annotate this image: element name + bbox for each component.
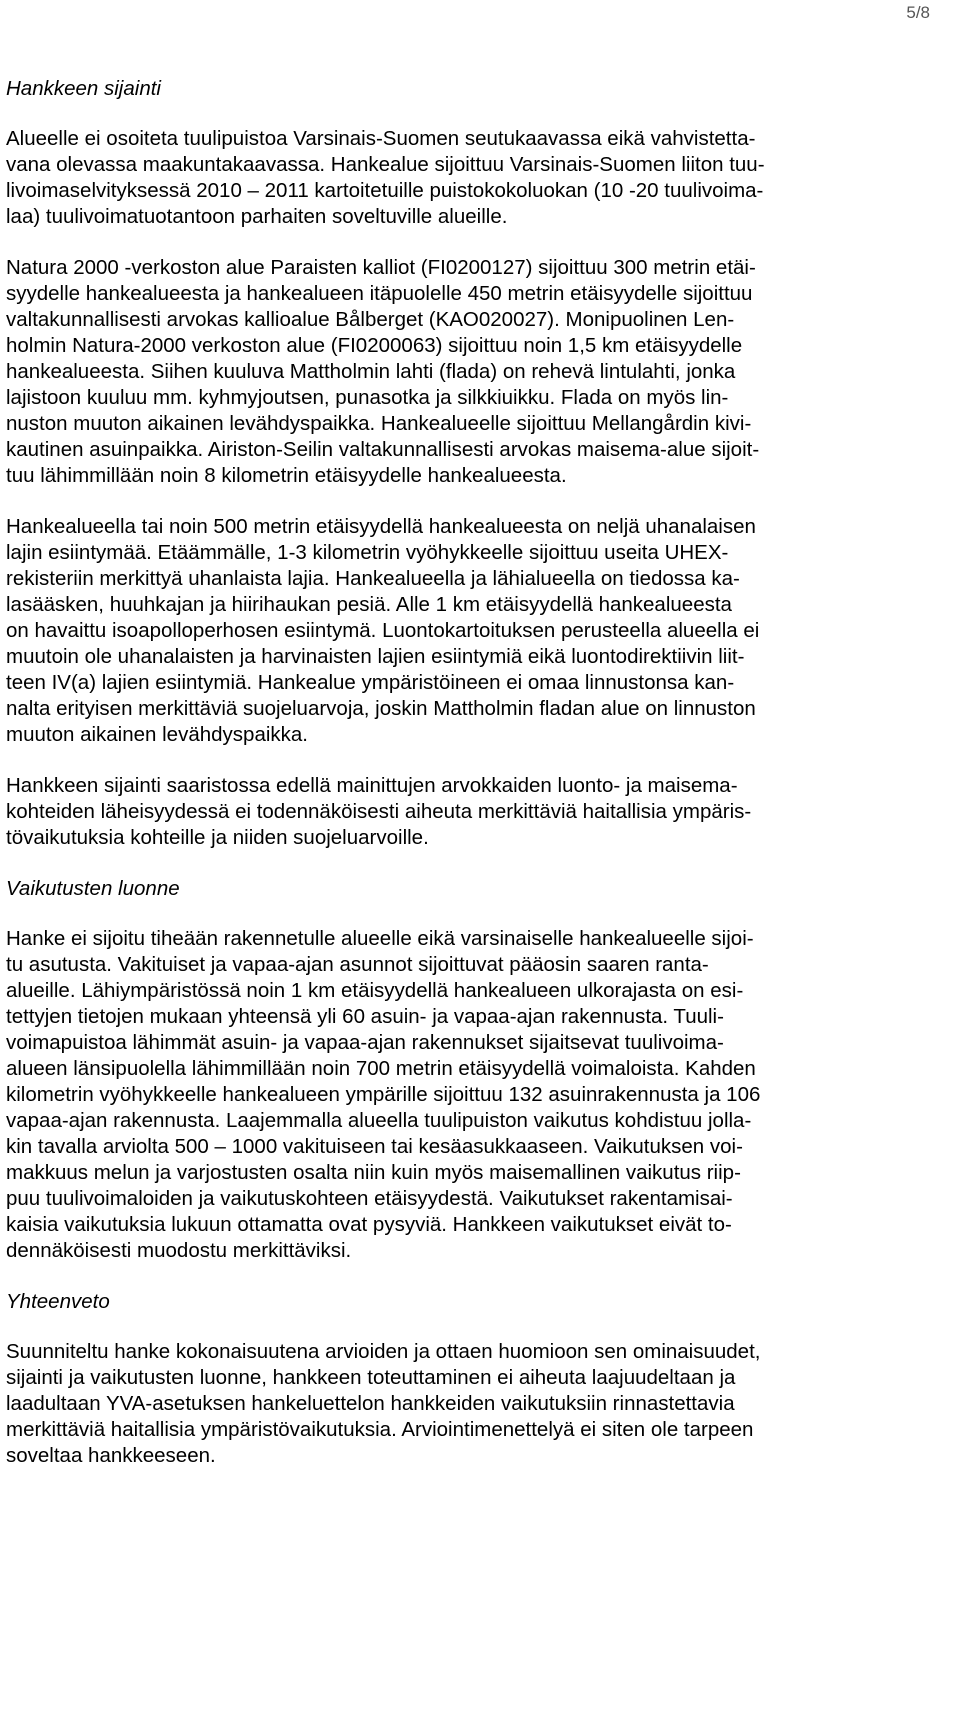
text-line: kaisia vaikutuksia lukuun ottamatta ovat pysyviä. Hankkeen vaikutukset eivät to-: [6, 1213, 732, 1236]
text-line: holmin Natura-2000 verkoston alue (FI0200063) sijoittuu noin 1,5 km etäisyydelle: [6, 334, 743, 357]
text-line: kilometrin vyöhykkeelle hankealueen ympärille sijoittuu 132 asuinrakennusta ja 106: [6, 1083, 761, 1106]
document-body: [6, 76, 951, 1494]
paragraph: [6, 126, 951, 230]
text-line: lajistoon kuuluu mm. kyhmyjoutsen, punasotka ja silkkiuikku. Flada on myös lin-: [6, 386, 729, 409]
paragraph: [6, 514, 951, 748]
text-line: soveltaa hankkeeseen.: [6, 1444, 216, 1467]
text-line: Hankealueella tai noin 500 metrin etäisyydellä hankealueesta on neljä uhanalaisen: [6, 515, 756, 538]
text-line: dennäköisesti muodostu merkittäviksi.: [6, 1239, 352, 1262]
text-line: kohteiden läheisyydessä ei todennäköisesti aiheuta merkittäviä haitallisia ympäris-: [6, 800, 752, 823]
text-line: hankealueesta. Siihen kuuluva Mattholmin lahti (flada) on rehevä lintulahti, jonka: [6, 360, 736, 383]
text-line: Natura 2000 -verkoston alue Paraisten kalliot (FI0200127) sijoittuu 300 metrin etäi-: [6, 256, 756, 279]
text-line: merkittäviä haitallisia ympäristövaikutuksia. Arviointimenettelyä ei siten ole tarpeen: [6, 1418, 754, 1441]
text-line: Alueelle ei osoiteta tuulipuistoa Varsinais-Suomen seutukaavassa eikä vahvistetta-: [6, 127, 756, 150]
text-line: muutoin ole uhanalaisten ja harvinaisten lajien esiintymiä eikä luontodirektiivin liit-: [6, 645, 745, 668]
text-line: laa) tuulivoimatuotantoon parhaiten soveltuville alueille.: [6, 205, 508, 228]
paragraph: [6, 255, 951, 489]
page-number: 5/8: [906, 3, 930, 22]
text-line: kautinen asuinpaikka. Airiston-Seilin valtakunnallisesti arvokas maisema-alue sijoit-: [6, 438, 760, 461]
section-heading-hankkeen-sijainti: Hankkeen sijainti: [6, 77, 161, 100]
text-line: vana olevassa maakuntakaavassa. Hankealue sijoittuu Varsinais-Suomen liiton tuu-: [6, 153, 765, 176]
text-line: puu tuulivoimaloiden ja vaikutuskohteen etäisyydestä. Vaikutukset rakentamisai-: [6, 1187, 733, 1210]
section-heading-vaikutusten-luonne: Vaikutusten luonne: [6, 877, 180, 900]
text-line: Hanke ei sijoitu tiheään rakennetulle alueelle eikä varsinaiselle hankealueelle sijoi-: [6, 927, 754, 950]
text-line: teen IV(a) lajien esiintymiä. Hankealue ympäristöineen ei omaa linnustonsa kan-: [6, 671, 735, 694]
text-line: vapaa-ajan rakennusta. Laajemmalla alueella tuulipuiston vaikutus kohdistuu jolla-: [6, 1109, 752, 1132]
text-line: Hankkeen sijainti saaristossa edellä mainittujen arvokkaiden luonto- ja maisema-: [6, 774, 738, 797]
text-line: on havaittu isoapolloperhosen esiintymä. Luontokartoituksen perusteella alueella ei: [6, 619, 760, 642]
text-line: valtakunnallisesti arvokas kallioalue Bålberget (KAO020027). Monipuolinen Len-: [6, 308, 735, 331]
text-line: tuu lähimmillään noin 8 kilometrin etäisyydelle hankealueesta.: [6, 464, 567, 487]
text-line: tu asutusta. Vakituiset ja vapaa-ajan asunnot sijoittuvat pääosin saaren ranta-: [6, 953, 709, 976]
text-line: kin tavalla arviolta 500 – 1000 vakituiseen tai kesäasukkaaseen. Vaikutuksen voi-: [6, 1135, 743, 1158]
text-line: sijainti ja vaikutusten luonne, hankkeen toteuttaminen ei aiheuta laajuudeltaan ja: [6, 1366, 736, 1389]
text-line: voimapuistoa lähimmät asuin- ja vapaa-ajan rakennukset sijaitsevat tuulivoima-: [6, 1031, 724, 1054]
paragraph: [6, 1339, 951, 1469]
text-line: nalta erityisen merkittäviä suojeluarvoja, joskin Mattholmin fladan alue on linnuston: [6, 697, 756, 720]
section-heading-yhteenveto: Yhteenveto: [6, 1290, 110, 1313]
text-line: muuton aikainen levähdyspaikka.: [6, 723, 308, 746]
text-line: Suunniteltu hanke kokonaisuutena arvioiden ja ottaen huomioon sen ominaisuudet,: [6, 1340, 761, 1363]
text-line: syydelle hankealueesta ja hankealueen itäpuolelle 450 metrin etäisyydelle sijoittuu: [6, 282, 753, 305]
text-line: tettyjen tietojen mukaan yhteensä yli 60 asuin- ja vapaa-ajan rakennusta. Tuuli-: [6, 1005, 724, 1028]
text-line: makkuus melun ja varjostusten osalta niin kuin myös maisemallinen vaikutus riip-: [6, 1161, 741, 1184]
text-line: nuston muuton aikainen levähdyspaikka. Hankealueelle sijoittuu Mellangårdin kivi-: [6, 412, 752, 435]
paragraph: [6, 773, 951, 851]
text-line: rekisteriin merkittyä uhanlaista lajia. Hankealueella ja lähialueella on tiedossa ka-: [6, 567, 740, 590]
text-line: alueille. Lähiympäristössä noin 1 km etäisyydellä hankealueen ulkorajasta on esi-: [6, 979, 744, 1002]
paragraph: [6, 926, 951, 1264]
text-line: lasääsken, huuhkajan ja hiirihaukan pesiä. Alle 1 km etäisyydellä hankealueesta: [6, 593, 732, 616]
text-line: livoimaselvityksessä 2010 – 2011 kartoitetuille puistokokoluokan (10 -20 tuulivoima-: [6, 179, 764, 202]
text-line: laadultaan YVA-asetuksen hankeluettelon hankkeiden vaikutuksiin rinnastettavia: [6, 1392, 735, 1415]
text-line: alueen länsipuolella lähimmillään noin 700 metrin etäisyydellä voimaloista. Kahden: [6, 1057, 756, 1080]
text-line: lajin esiintymää. Etäämmälle, 1-3 kilometrin vyöhykkeelle sijoittuu useita UHEX-: [6, 541, 729, 564]
text-line: tövaikutuksia kohteille ja niiden suojeluarvoille.: [6, 826, 429, 849]
